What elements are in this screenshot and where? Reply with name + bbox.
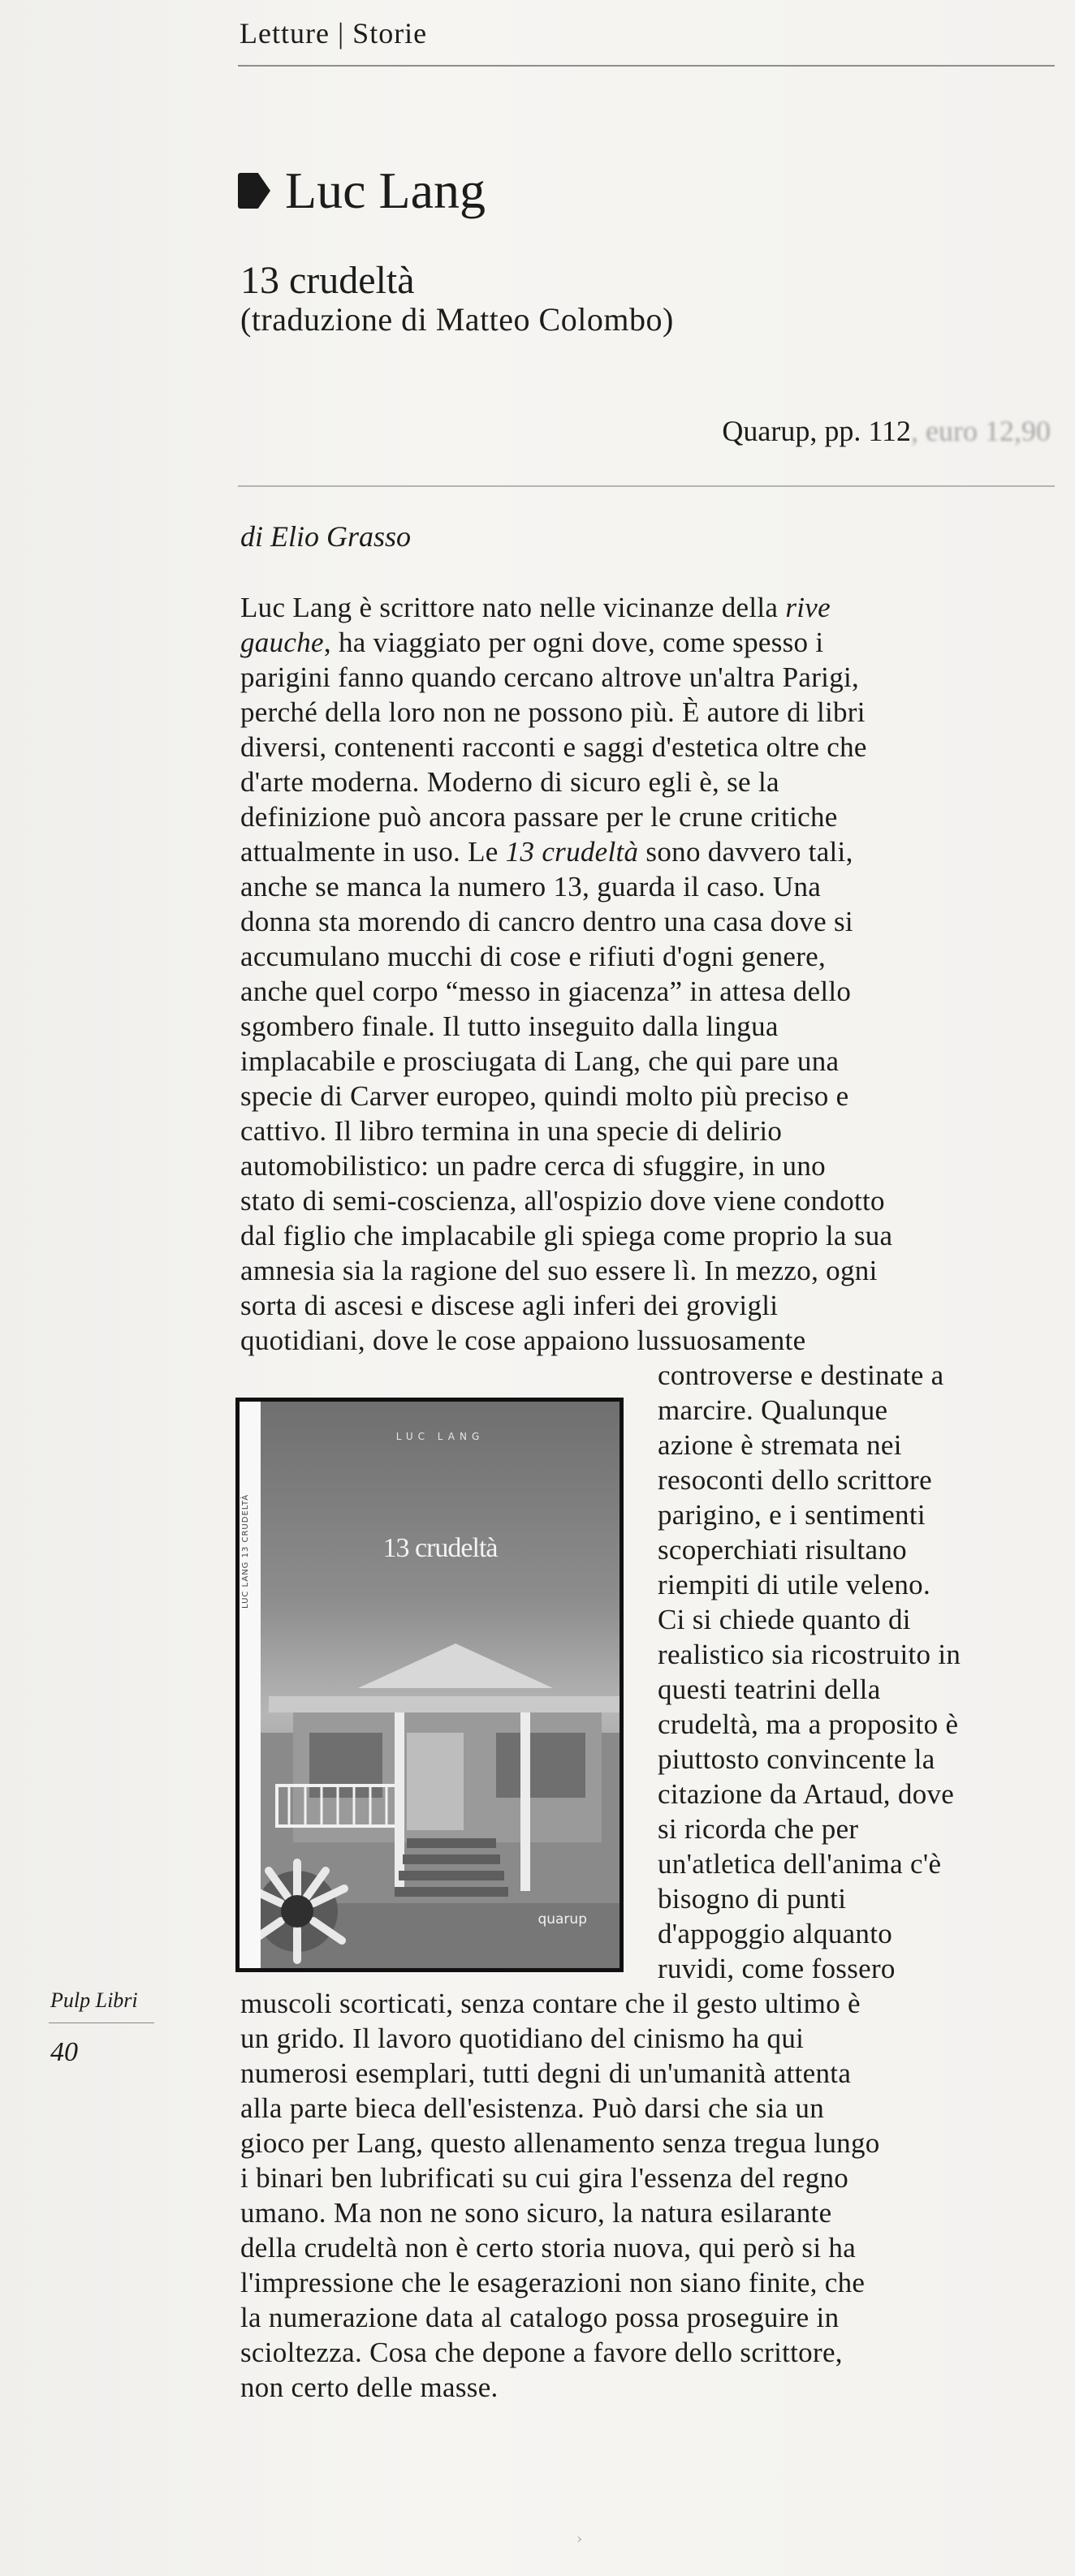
body-line: sgombero finale. Il tutto inseguito dalla lingua [240,1010,779,1042]
text-run: sono davvero tali, [638,836,853,868]
body-line: parigini fanno quando cercano altrove un'altra Parigi, [240,661,860,693]
body-line: un'atletica dell'anima c'è [658,1848,942,1880]
body-line: ruvidi, come fossero [658,1953,896,1984]
body-line: gioco per Lang, questo allenamento senza tregua lungo [240,2127,880,2159]
body-line: citazione da Artaud, dove [658,1778,955,1810]
body-line: d'arte moderna. Moderno di sicuro egli è, se la [240,766,779,798]
margin-rule [49,2022,154,2023]
subsection-label: Storie [352,17,428,50]
price: , euro 12,90 [911,415,1051,447]
header-rule [238,65,1055,67]
body-line: scioltezza. Cosa che depone a favore dello scrittore, [240,2337,843,2368]
body-line: amnesia sia la ragione del suo essere lì. In mezzo, ogni [240,1255,878,1286]
body-line: si ricorda che per [658,1813,859,1845]
body-line [240,834,853,869]
page-number: 40 [50,2037,78,2067]
body-line: l'impressione che le esagerazioni non siano finite, che [240,2267,866,2298]
italic-run: gauche [240,627,324,658]
print-mark-icon: › [576,2531,583,2548]
body-line: parigino, e i sentimenti [658,1499,926,1531]
body-line: dal figlio che implacabile gli spiega come proprio la sua [240,1220,893,1251]
text-run: Luc Lang è scrittore nato nelle vicinanze della [240,592,786,623]
body-line: non certo delle masse. [240,2371,499,2403]
body-line: bisogno di punti [658,1883,847,1915]
body-line: anche se manca la numero 13, guarda il caso. Una [240,871,822,902]
cover-artwork [261,1402,620,1968]
body-line: resoconti dello scrittore [658,1464,932,1496]
author-heading [238,161,486,221]
body-line [240,625,823,660]
translation-credit: (traduzione di Matteo Colombo) [240,301,674,338]
body-line: specie di Carver europeo, quindi molto più preciso e [240,1080,849,1112]
body-line: scoperchiati risultano [658,1534,907,1566]
body-line: alla parte bieca dell'esistenza. Può darsi che sia un [240,2092,825,2124]
book-cover-image [235,1398,624,1972]
body-line: piuttosto convincente la [658,1743,935,1775]
body-line: definizione può ancora passare per le crune critiche [240,801,838,833]
section-separator: | [337,17,345,50]
text-run: , ha viaggiato per ogni dove, come spesso i [323,627,824,658]
cover-publisher: quarup [538,1911,587,1928]
cover-spine [240,1402,262,1968]
italic-run: rive [785,592,831,623]
body-line: un grido. Il lavoro quotidiano del cinismo ha qui [240,2022,805,2054]
body-line: questi teatrini della [658,1674,881,1705]
body-line: donna sta morendo di cancro dentro una casa dove si [240,906,853,937]
body-line: realistico sia ricostruito in [658,1639,961,1670]
body-line: azione è stremata nei [658,1429,902,1461]
body-line: cattivo. Il libro termina in una specie di delirio [240,1115,783,1147]
section-label: Letture [240,17,330,50]
body-line: la numerazione data al catalogo possa proseguire in [240,2302,840,2333]
body-line [240,590,831,625]
magazine-name: Pulp Libri [50,1988,138,2012]
section-header [240,16,427,50]
body-line: marcire. Qualunque [658,1394,888,1426]
body-line: umano. Ma non ne sono sicuro, la natura esilarante [240,2197,832,2229]
publisher-pages: Quarup, pp. 112 [722,415,912,447]
body-line: accumulano mucchi di cose e rifiuti d'ogni genere, [240,941,827,972]
info-rule [238,485,1055,487]
body-line: crudeltà, ma a proposito è [658,1708,959,1740]
body-line: d'appoggio alquanto [658,1918,893,1949]
byline: di Elio Grasso [240,520,412,553]
arrow-marker-icon [238,173,270,209]
body-line: stato di semi-coscienza, all'ospizio dove viene condotto [240,1185,885,1217]
italic-run: 13 crudeltà [505,836,639,868]
spine-text: LUC LANG 13 CRUDELTÀ [241,1493,250,1609]
body-line: della crudeltà non è certo storia nuova, qui però si ha [240,2232,857,2264]
text-run: attualmente in uso. Le [240,836,506,868]
body-line: Ci si chiede quanto di [658,1604,911,1635]
body-line: sorta di ascesi e discese agli inferi dei grovigli [240,1290,779,1321]
body-line: implacabile e prosciugata di Lang, che qui pare una [240,1045,840,1077]
body-line: controverse e destinate a [658,1359,944,1391]
body-line: diversi, contenenti racconti e saggi d'estetica oltre che [240,731,867,763]
body-line: automobilistico: un padre cerca di sfuggire, in uno [240,1150,826,1182]
book-title: 13 crudeltà [240,259,415,302]
body-line: i binari ben lubrificati su cui gira l'essenza del regno [240,2162,849,2194]
body-line: riempiti di utile veleno. [658,1569,931,1600]
cover-author: LUC LANG [395,1431,485,1442]
body-line: muscoli scorticati, senza contare che il gesto ultimo è [240,1988,861,2019]
body-line: anche quel corpo “messo in giacenza” in attesa dello [240,976,852,1007]
body-line: perché della loro non ne possono più. È autore di libri [240,696,866,728]
body-line: quotidiani, dove le cose appaiono lussuosamente [240,1325,806,1356]
body-line: numerosi esemplari, tutti degni di un'umanità attenta [240,2057,852,2089]
author-name: Luc Lang [285,162,486,219]
publication-info [722,414,1051,448]
cover-title: 13 crudeltà [382,1533,498,1563]
